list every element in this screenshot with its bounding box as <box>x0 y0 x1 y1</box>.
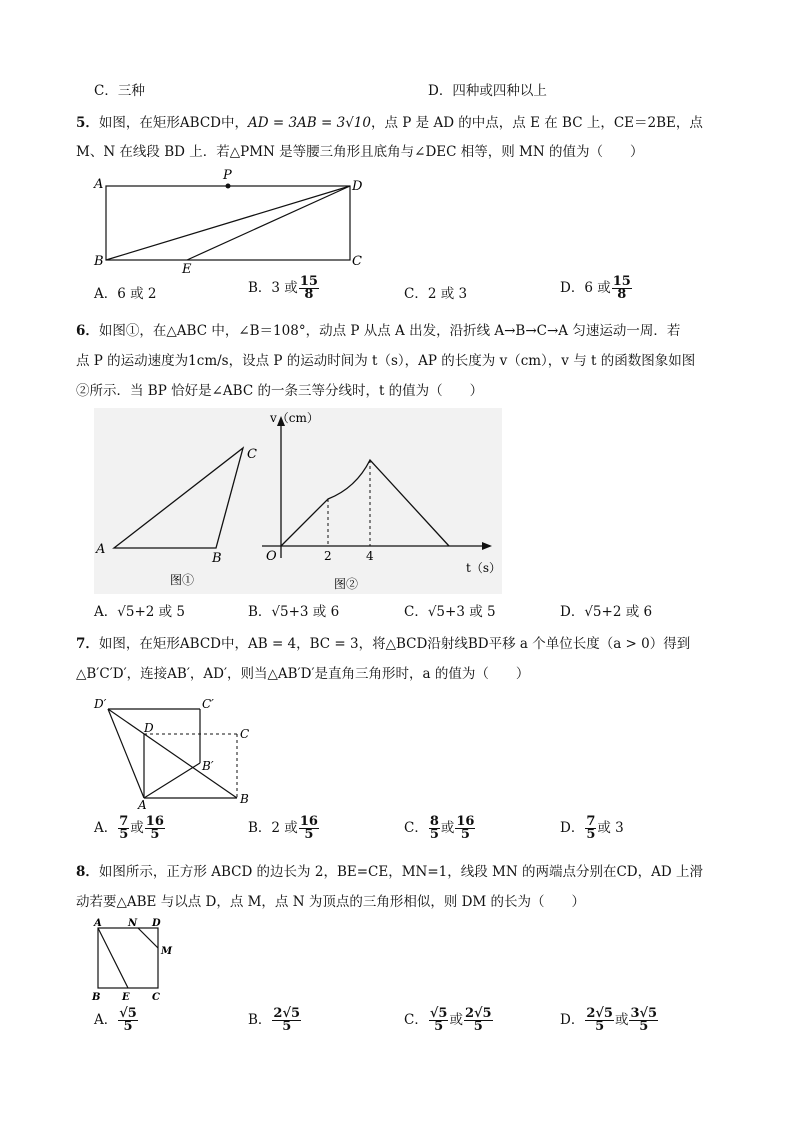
caption-figure2: 图② <box>334 577 359 591</box>
fraction: $\frac{16}{5}$ <box>299 814 318 842</box>
q5-stem-line2: M、N 在线段 BD 上．若△PMN 是等腰三角形且底角与∠DEC 相等，则 MN 的值为（ ） <box>76 144 644 160</box>
q7-option-a[interactable] <box>94 816 166 841</box>
q6-option-b[interactable]: B．√5+3 或 6 <box>248 604 340 620</box>
q5-text: ，点 P 是 AD 的中点，点 E 在 BC 上，CE＝2BE，点 <box>370 115 703 131</box>
tick-2: 2 <box>324 549 332 563</box>
option-label: A． <box>94 820 118 836</box>
q6-stem-line1 <box>76 321 680 341</box>
segment-d1b <box>108 709 237 798</box>
segment-ae <box>98 928 128 988</box>
q8-figure-square <box>88 918 180 1004</box>
fraction: $\frac{3√5}{5}$ <box>630 1006 658 1034</box>
square-abcd <box>98 928 158 988</box>
figure-background <box>94 408 502 594</box>
fraction: $\frac{2√5}{5}$ <box>464 1006 492 1034</box>
label-p: P <box>223 168 232 183</box>
label-d: D <box>352 179 363 194</box>
or-text: 或 <box>449 1012 463 1028</box>
label-a: A <box>94 918 102 929</box>
label-c: C <box>240 727 250 741</box>
question-number: 7． <box>76 636 99 652</box>
fraction: $\frac{7}{5}$ <box>586 814 596 842</box>
label-c1: C′ <box>202 697 214 711</box>
option-label: B．2 或 <box>248 820 298 836</box>
or-text: 或 <box>130 820 144 836</box>
q5-option-d[interactable] <box>560 276 633 301</box>
q5-option-b[interactable] <box>248 276 320 301</box>
q5-math: AD = 3AB = 3√10 <box>247 115 371 131</box>
q6-stem-line3: ②所示．当 BP 恰好是∠ABC 的一条三等分线时，t 的值为（ ） <box>76 383 484 399</box>
q8-option-a[interactable] <box>94 1008 139 1033</box>
segment-nm <box>138 928 158 948</box>
tick-4: 4 <box>366 549 374 563</box>
label-a: A <box>138 798 147 810</box>
q7-figure <box>90 694 260 810</box>
option-label: D．6 或 <box>560 280 611 296</box>
or-text: 或 <box>614 1012 629 1028</box>
label-c: C <box>352 254 362 269</box>
q5-figure-rectangle <box>90 166 380 276</box>
fraction: $\frac{15}{8}$ <box>612 274 631 302</box>
fraction: $\frac{16}{5}$ <box>456 814 475 842</box>
q7-stem-line2: △B′C′D′，连接AB′，AD′，则当△AB′D′是直角三角形时，a 的值为（ ） <box>76 666 530 682</box>
q5-option-a[interactable]: A．6 或 2 <box>94 286 157 302</box>
fraction: $\frac{16}{5}$ <box>145 814 164 842</box>
segment-ab1 <box>144 763 200 798</box>
q8-stem-line2: 动若要△ABE 与以点 D，点 M，点 N 为顶点的三角形相似，则 DM 的长为（ ） <box>76 894 586 910</box>
label-c: C <box>247 447 257 462</box>
label-d: D <box>144 721 154 735</box>
fraction: $\frac{7}{5}$ <box>119 814 129 842</box>
q6-stem-line2: 点 P 的运动速度为1cm/s，设点 P 的运动时间为 t（s），AP 的长度为 v（cm），v 与 t 的函数图象如图 <box>76 353 696 369</box>
q8-option-d[interactable] <box>560 1008 659 1033</box>
fraction: $\frac{√5}{5}$ <box>429 1006 448 1034</box>
label-m: M <box>161 946 173 957</box>
q5-text: 如图，在矩形ABCD中， <box>98 115 248 131</box>
label-b: B <box>212 551 222 566</box>
fraction: $\frac{2√5}{5}$ <box>586 1006 613 1034</box>
option-label: B． <box>248 1012 272 1028</box>
q7-option-b[interactable] <box>248 816 320 841</box>
label-d: D <box>152 918 161 929</box>
label-b: B <box>94 254 104 269</box>
fraction: $\frac{√5}{5}$ <box>119 1006 137 1034</box>
q7-text: 如图，在矩形ABCD中，AB = 4，BC = 3，将△BCD沿射线BD平移 a 个单位长度（a > 0）得到 <box>98 636 691 652</box>
segment-ad1 <box>108 709 144 798</box>
q6-text: 如图①，在△ABC 中，∠B＝108°，动点 P 从点 A 出发，沿折线 A→B→C→A 匀速运动一周．若 <box>98 323 681 339</box>
q5-stem-line1 <box>76 113 703 133</box>
question-number: 8． <box>76 864 99 880</box>
q8-option-b[interactable] <box>248 1008 302 1033</box>
point-p <box>226 184 231 189</box>
label-n: N <box>128 918 138 929</box>
q4-option-d[interactable]: D．四种或四种以上 <box>428 83 547 99</box>
q6-figures <box>94 408 502 594</box>
option-label: C． <box>404 1012 428 1028</box>
option-label: B．3 或 <box>248 280 298 296</box>
q8-stem-line1 <box>76 862 703 882</box>
q7-option-c[interactable] <box>404 816 476 841</box>
q6-option-c[interactable]: C．√5+3 或 5 <box>404 604 496 620</box>
q4-option-c[interactable]: C．三种 <box>94 83 145 99</box>
label-b1: B′ <box>202 759 214 773</box>
y-axis-label: v（cm） <box>270 411 319 425</box>
label-e: E <box>122 992 130 1003</box>
q8-option-c[interactable] <box>404 1008 494 1033</box>
or-text: 或 <box>440 820 455 836</box>
caption-figure1: 图① <box>170 573 195 587</box>
option-label: D． <box>560 820 585 836</box>
or-text: 或 3 <box>597 820 624 836</box>
segment-bd <box>106 186 350 260</box>
option-label: A． <box>94 1012 118 1028</box>
q8-text: 如图所示，正方形 ABCD 的边长为 2，BE=CE，MN=1，线段 MN 的两端点分别在CD，AD 上滑 <box>98 864 703 880</box>
fraction: $\frac{2√5}{5}$ <box>273 1006 301 1034</box>
label-b: B <box>92 992 101 1003</box>
q6-option-a[interactable]: A．√5+2 或 5 <box>94 604 186 620</box>
label-e: E <box>182 262 192 276</box>
q7-option-d[interactable] <box>560 816 624 841</box>
label-d1: D′ <box>94 697 107 711</box>
question-number: 6． <box>76 323 99 339</box>
label-a: A <box>96 542 106 557</box>
label-b: B <box>240 792 249 806</box>
option-label: D． <box>560 1012 585 1028</box>
fraction: $\frac{8}{5}$ <box>429 814 439 842</box>
q6-option-d[interactable]: D．√5+2 或 6 <box>560 604 653 620</box>
segment-ed <box>187 186 350 260</box>
option-label: C． <box>404 820 428 836</box>
q5-option-c[interactable]: C．2 或 3 <box>404 286 468 302</box>
label-a: A <box>94 177 104 192</box>
x-axis-label: t（s） <box>466 561 501 575</box>
q7-stem-line1 <box>76 634 690 654</box>
label-c: C <box>152 992 160 1003</box>
origin-label: O <box>266 549 277 564</box>
fraction: $\frac{15}{8}$ <box>299 274 318 302</box>
question-number: 5． <box>76 115 99 131</box>
